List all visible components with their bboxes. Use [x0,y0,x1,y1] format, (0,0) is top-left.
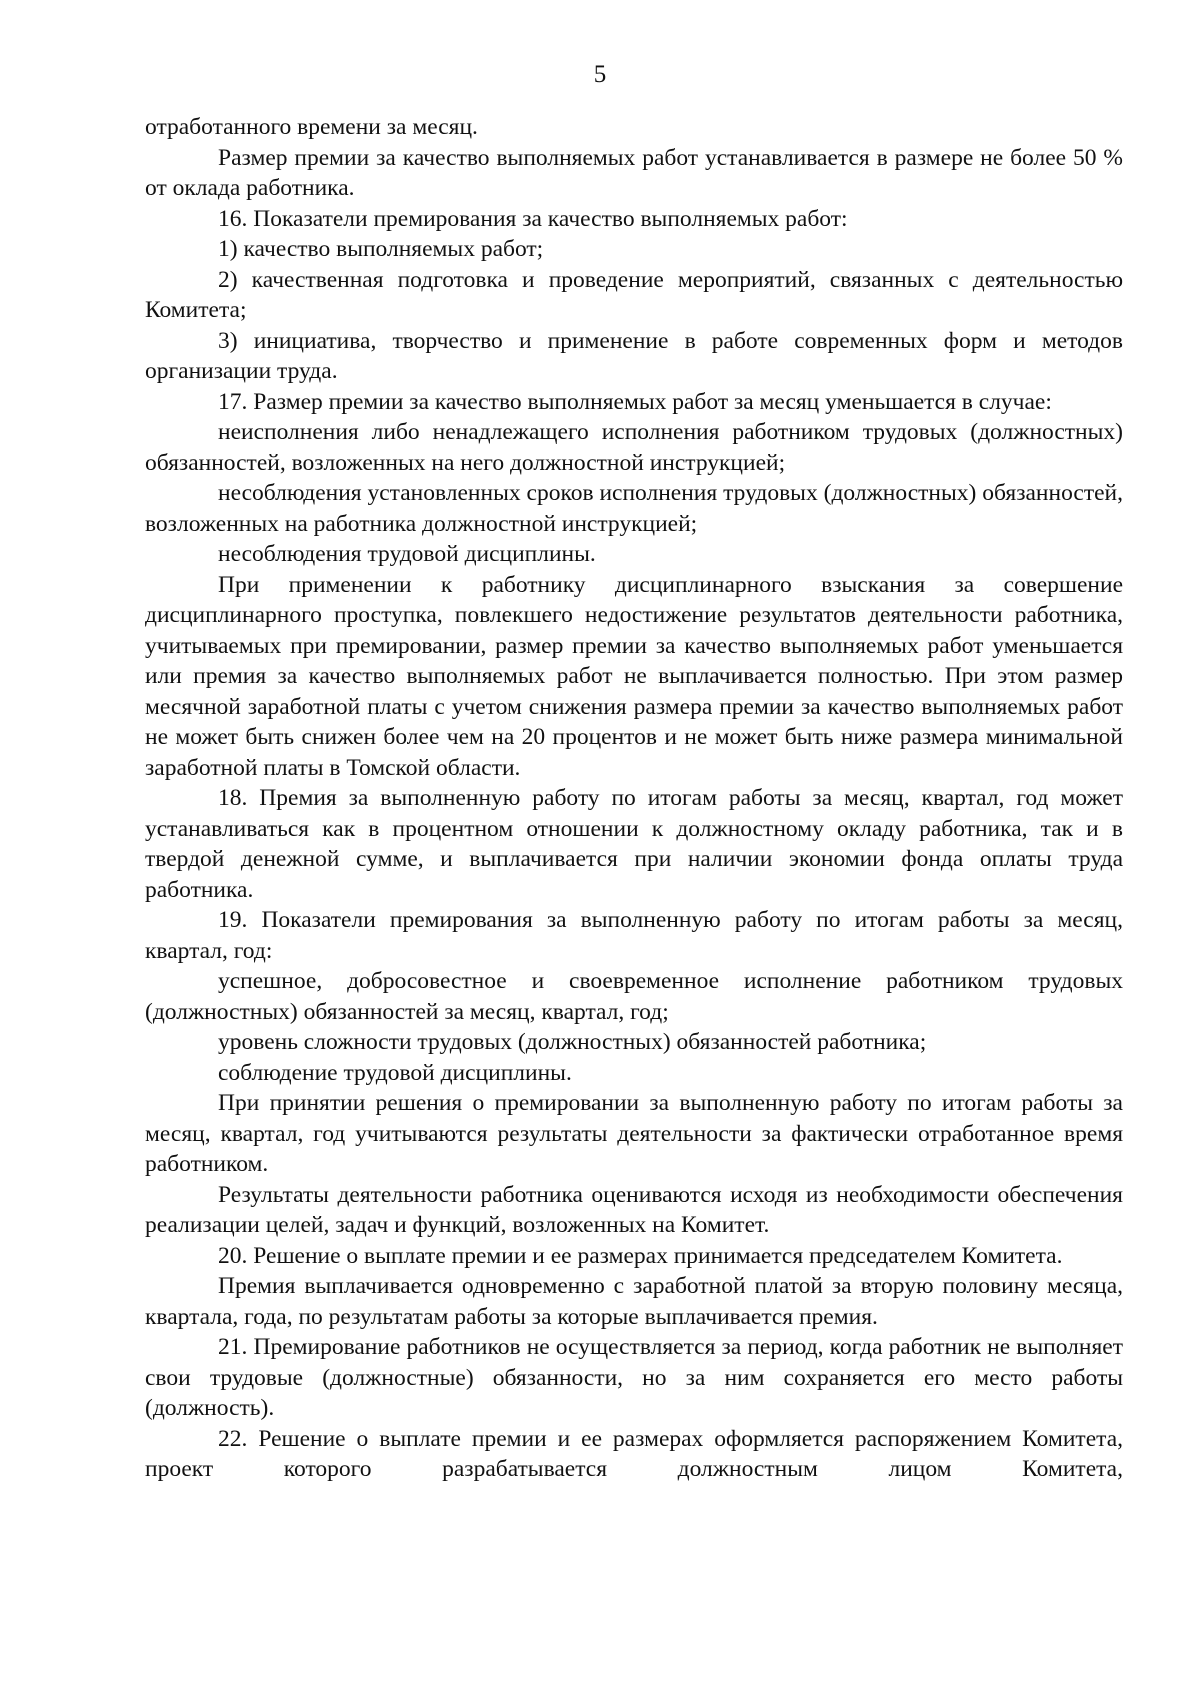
paragraph: отработанного времени за месяц. [145,114,478,140]
page-number: 5 [593,61,607,88]
list-item: 3) инициатива, творчество и применение в работе современных форм и методов организации труда. [145,327,1123,384]
paragraph: Результаты деятельности работника оцениваются исходя из необходимости обеспечения реализации целей, задач и функций, возложенных на Комитет. [145,1181,1123,1238]
list-item: неисполнения либо ненадлежащего исполнения работником трудовых (должностных) обязанностей, возложенных на него должностной инструкцией; [145,419,1123,476]
list-item: несоблюдения установленных сроков исполнения трудовых (должностных) обязанностей, возложенных на работника должностной инструкцией; [145,480,1123,537]
paragraph: 17. Размер премии за качество выполняемых работ за месяц уменьшается в случае: [218,388,1052,415]
list-item: успешное, добросовестное и своевременное исполнение работником трудовых (должностных) обязанностей за месяц, квартал, год; [145,968,1123,1025]
paragraph: 16. Показатели премирования за качество выполняемых работ: [218,205,848,232]
paragraph: Премия выплачивается одновременно с заработной платой за вторую половину месяца, квартала, года, по результатам работы за которые выплачивается премия. [145,1273,1123,1330]
paragraph: 20. Решение о выплате премии и ее размерах принимается председателем Комитета. [218,1242,1063,1269]
list-item: несоблюдения трудовой дисциплины. [218,541,596,567]
document-body [145,112,1123,1485]
paragraph: 19. Показатели премирования за выполненную работу по итогам работы за месяц, квартал, год: [145,907,1123,964]
list-item: уровень сложности трудовых (должностных) обязанностей работника; [218,1029,927,1055]
paragraph: Размер премии за качество выполняемых работ устанавливается в размере не более 50 % от оклада работника. [145,144,1123,201]
paragraph: При принятии решения о премировании за выполненную работу по итогам работы за месяц, квартал, год учитываются результаты деятельности за фактически отработанное время работником. [145,1090,1123,1177]
paragraph: При применении к работнику дисциплинарного взыскания за совершение дисциплинарного проступка, повлекшего недостижение результатов деятельности работника, учитываемых при премировании, размер премии за качество выполняемых работ уменьшается или премия за качество выполняемых работ не выплачивается полностью. При этом размер месячной заработной платы с учетом снижения размера премии за качество выполняемых работ не может быть снижен более чем на 20 процентов и не может быть ниже размера минимальной заработной платы в Томской области. [145,571,1123,781]
paragraph: 21. Премирование работников не осуществляется за период, когда работник не выполняет свои трудовые (должностные) обязанности, но за ним сохраняется его место работы (должность). [145,1334,1123,1421]
list-item: 1) качество выполняемых работ; [218,236,544,262]
list-item: 2) качественная подготовка и проведение мероприятий, связанных с деятельностью Комитета; [145,266,1123,323]
paragraph: 18. Премия за выполненную работу по итогам работы за месяц, квартал, год может устанавливаться как в процентном отношении к должностному окладу работника, так и в твердой денежной сумме, и выплачивается при наличии экономии фонда оплаты труда работника. [145,785,1123,903]
list-item: соблюдение трудовой дисциплины. [218,1059,572,1086]
paragraph: 22. Решение о выплате премии и ее размерах оформляется распоряжением Комитета, проект которого разрабатывается должностным лицом Комитета, [145,1425,1123,1482]
